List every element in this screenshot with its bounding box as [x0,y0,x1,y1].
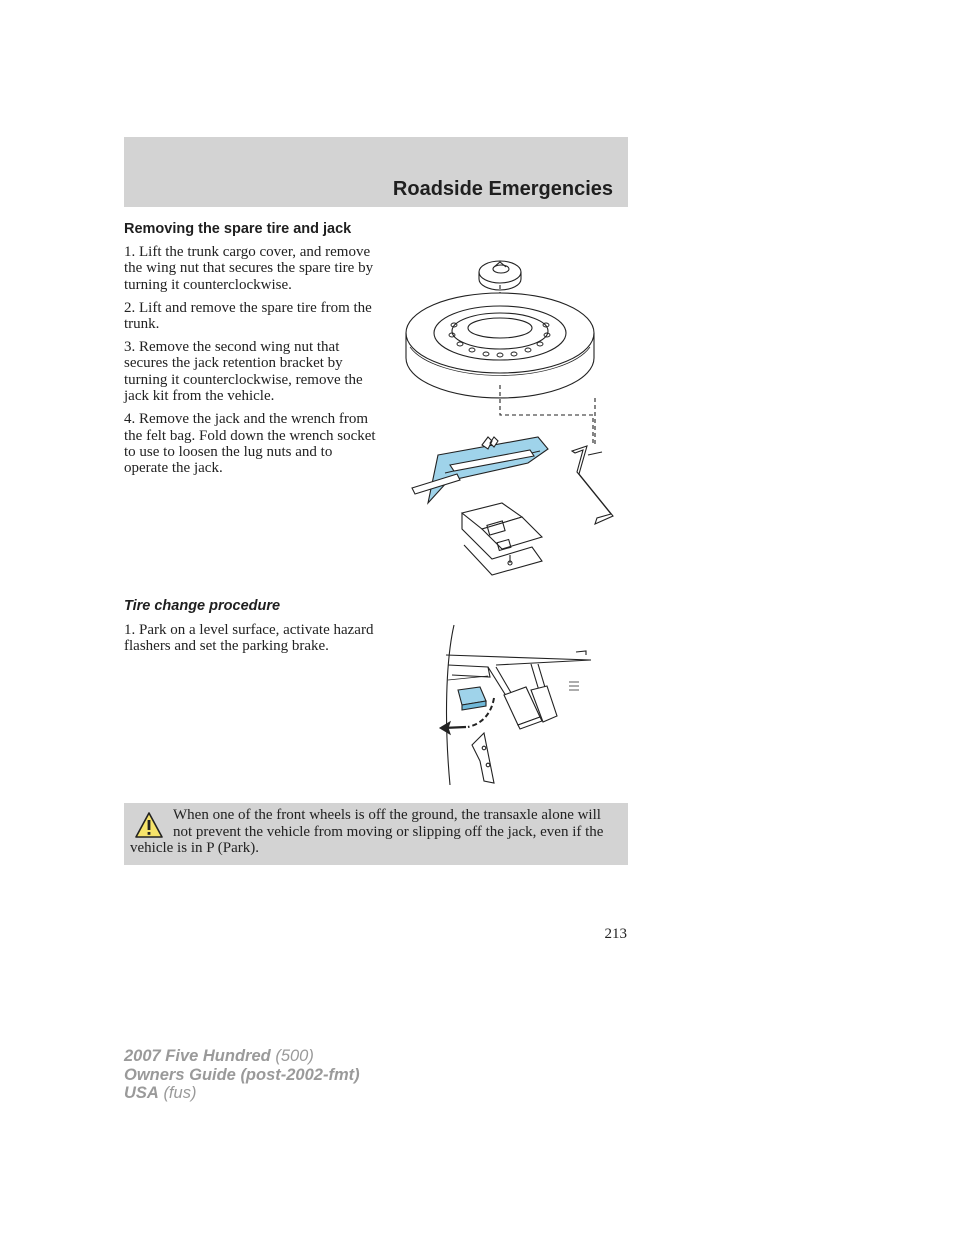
footer-market-code: (fus) [163,1084,197,1102]
footer-market: USA [124,1084,159,1102]
spare-tire-steps [124,244,376,483]
step-paragraph: 2. Lift and remove the spare tire from the trunk. [124,299,372,333]
step-paragraph: 1. Lift the trunk cargo cover, and remove the wing nut that secures the spare tire by turning it counterclockwise. [124,244,374,293]
subsection-heading-tire-change: Tire change procedure [124,598,281,614]
page-number: 213 [604,926,627,942]
subsection-heading-spare-tire: Removing the spare tire and jack [124,221,352,237]
footer-model: 2007 Five Hundred [124,1047,271,1065]
footer-model-code: (500) [275,1047,314,1065]
warning-text: When one of the front wheels is off the ground, the transaxle alone will not prevent the vehicle from moving or slipping off the jack, even if the vehicle is in P (Park). [130,807,604,856]
section-title: Roadside Emergencies [392,178,613,200]
step-paragraph: 3. Remove the second wing nut that secures the jack retention bracket by turning it counterclockwise, remove the jack kit from the vehicle. [124,339,363,405]
document-footer [124,1047,360,1103]
tire-change-steps [124,622,376,661]
step-paragraph: 1. Park on a level surface, activate hazard flashers and set the parking brake. [124,622,374,655]
warning-text-block [130,807,622,857]
footer-guide: Owners Guide (post-2002-fmt) [124,1065,360,1084]
spare-tire-jack-illustration [400,255,640,580]
warning-box [124,803,628,865]
section-header-band [124,137,628,207]
step-paragraph: 4. Remove the jack and the wrench from the felt bag. Fold down the wrench socket to use to loosen the lug nuts and to operate the jack. [124,411,376,477]
parking-brake-illustration [436,620,596,788]
